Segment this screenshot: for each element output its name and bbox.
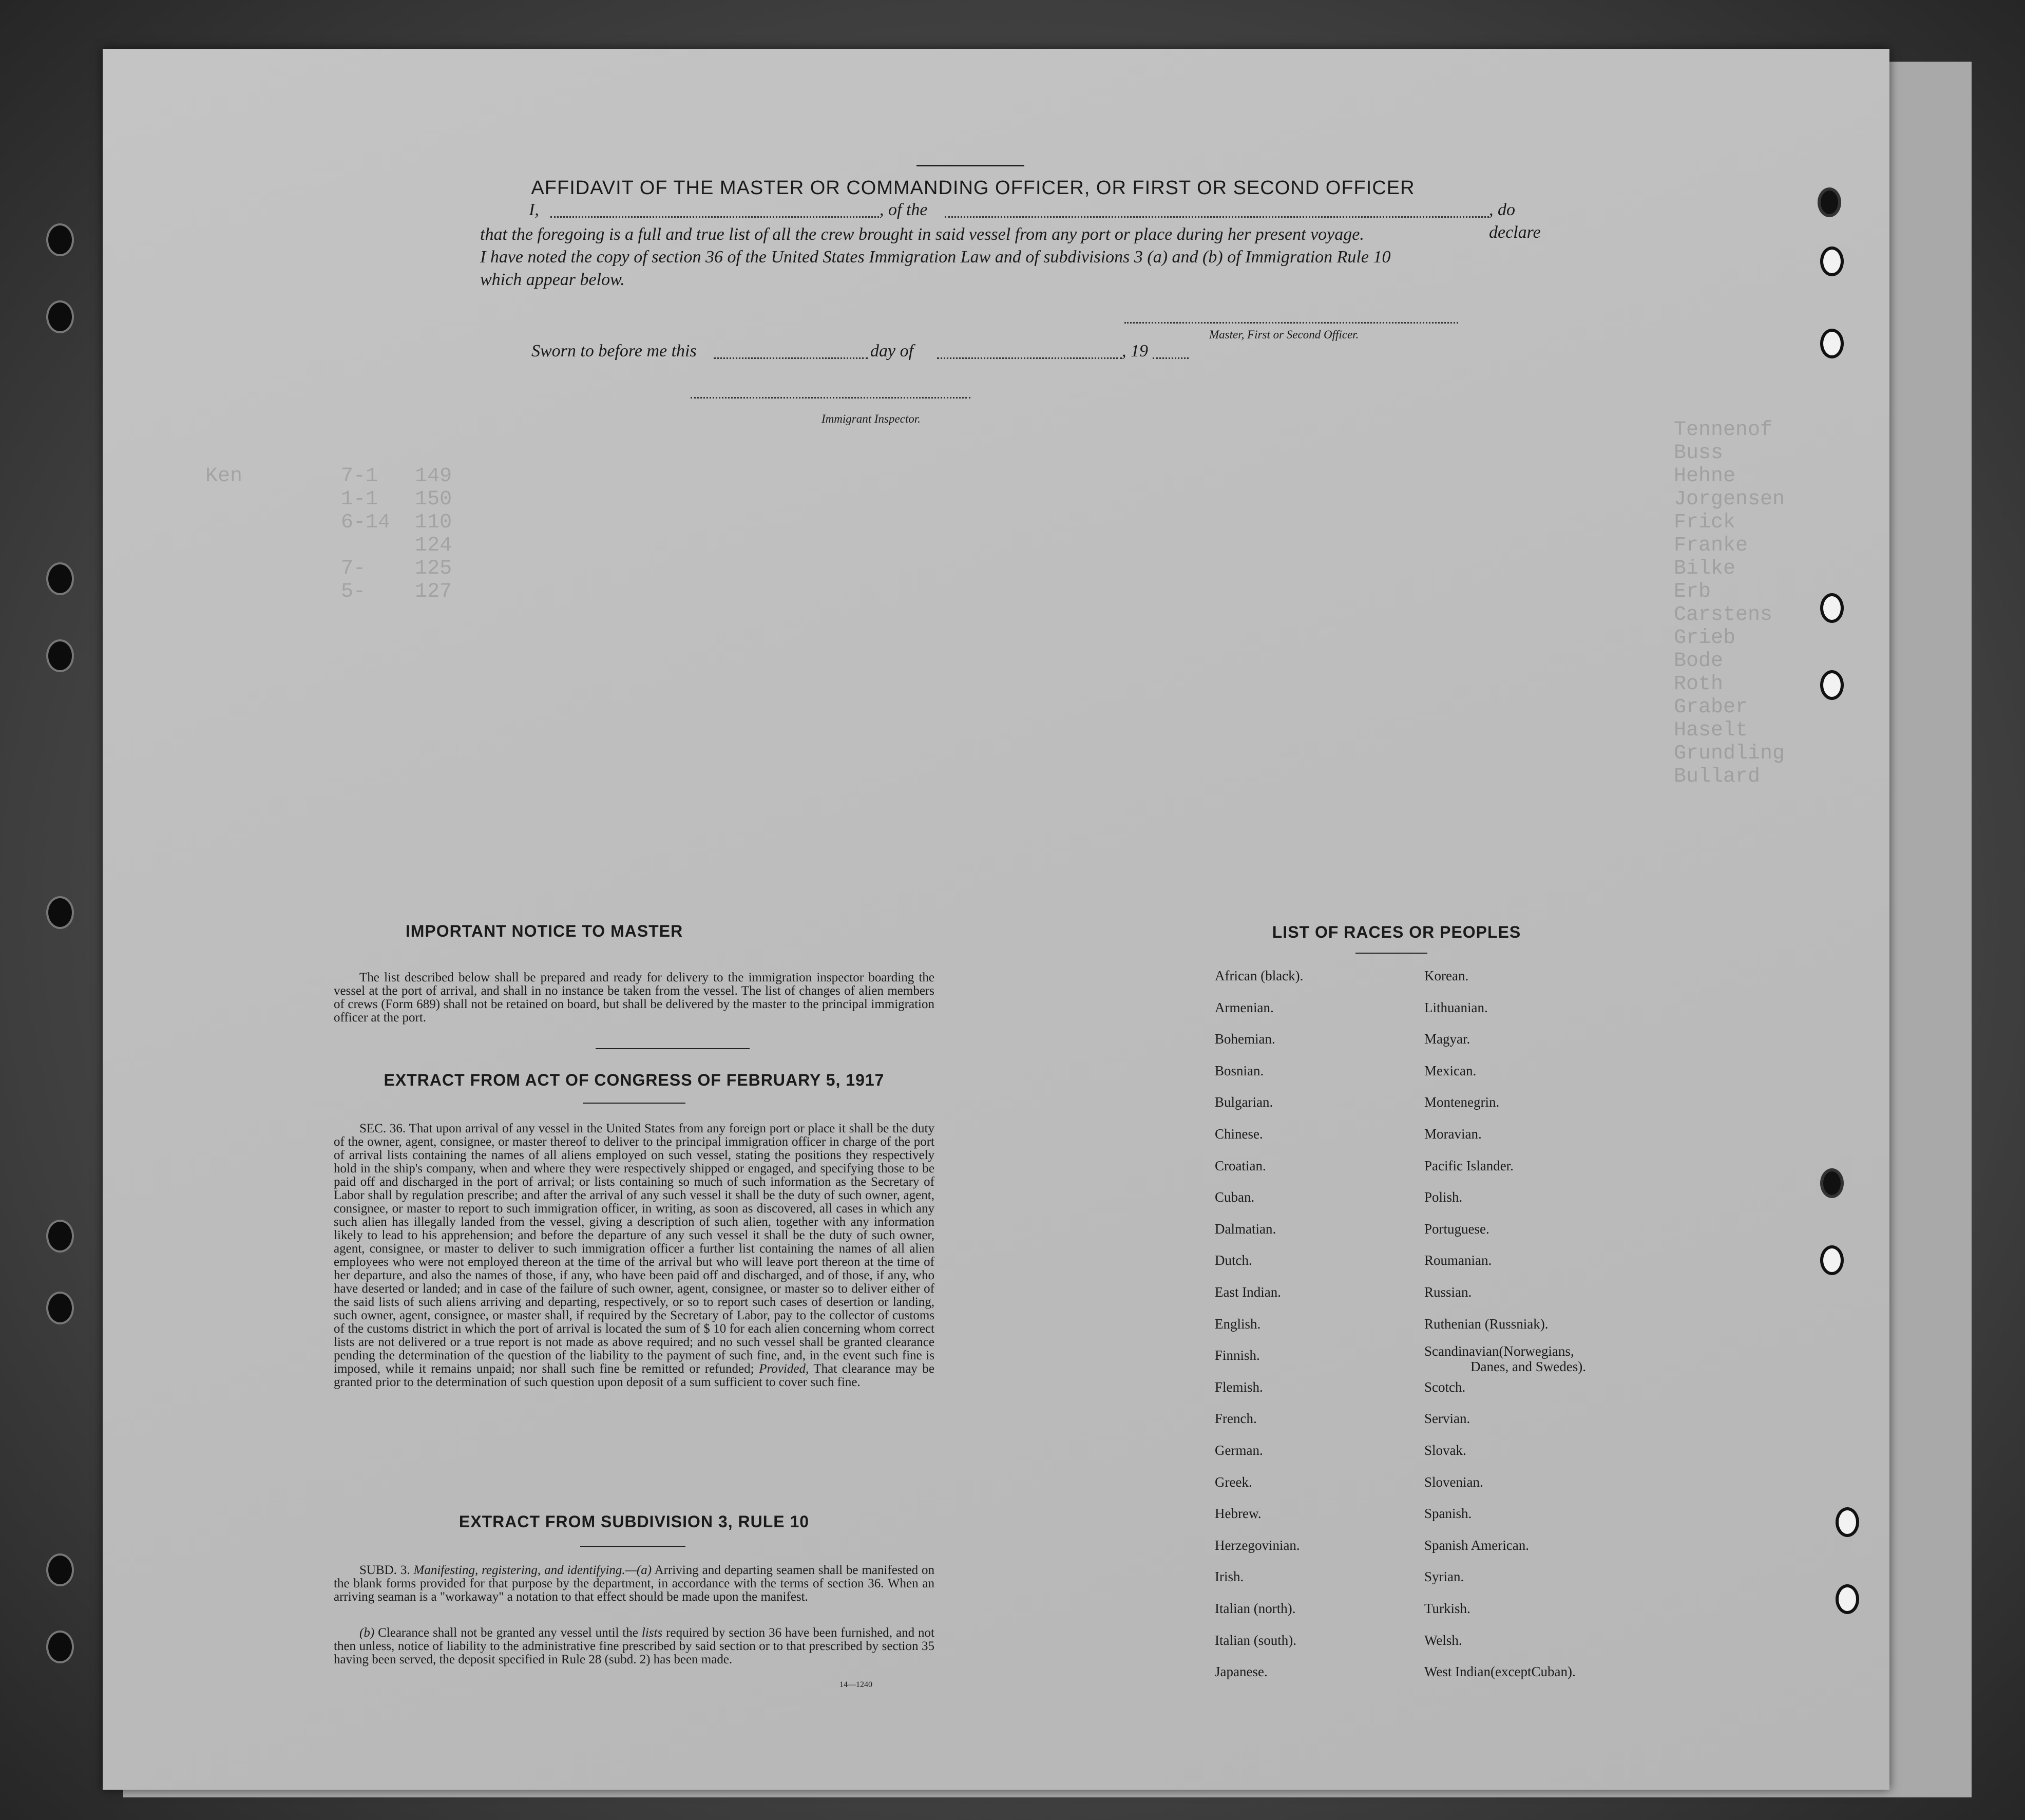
race-item: Irish. <box>1215 1569 1244 1585</box>
month-blank[interactable] <box>937 357 1122 359</box>
inspector-signature-label: Immigrant Inspector. <box>822 412 921 425</box>
notice-text: The list described below shall be prepared and ready for delivery to the immigration inspector boarding the vessel at the port of arrival, and shall in no instance be taken from the vessel. The list of changes of alien members of crews (Form 689) shall not be retained on board, but shall be delivered by the master to the principal immigration officer at the port. <box>334 971 934 1025</box>
race-item-continuation: Danes, and Swedes). <box>1470 1359 1586 1375</box>
race-item: Russian. <box>1424 1284 1472 1300</box>
punch-hole <box>1836 1584 1859 1614</box>
punch-hole <box>46 562 74 595</box>
race-item: Japanese. <box>1215 1664 1268 1680</box>
race-item: French. <box>1215 1411 1257 1427</box>
race-item: Slovak. <box>1424 1443 1466 1458</box>
notice-title: IMPORTANT NOTICE TO MASTER <box>405 922 683 940</box>
race-item: Lithuanian. <box>1424 999 1488 1015</box>
rule-lead: SUBD. 3. <box>359 1563 410 1577</box>
race-item: Herzegovinian. <box>1215 1537 1300 1553</box>
race-item: African (black). <box>1215 968 1304 983</box>
race-item: Armenian. <box>1215 999 1274 1015</box>
race-item: Chinese. <box>1215 1126 1263 1142</box>
punch-hole <box>46 223 74 256</box>
bleed-through-left: Ken 7-1 149 1-1 150 6-14 110 124 7- 125 5- 127 <box>205 465 452 603</box>
punch-hole <box>1820 670 1844 700</box>
manifest-page <box>103 49 1889 1790</box>
rule-heading: Manifesting, registering, and identifying.—(a) <box>413 1563 652 1577</box>
race-item: Welsh. <box>1424 1632 1462 1648</box>
declaration-text: which appear below. <box>480 270 625 289</box>
race-item: Pacific Islander. <box>1424 1158 1514 1173</box>
declaration-text: that the foregoing is a full and true list of all the crew brought in said vessel from any port or place during her present voyage. <box>480 225 1364 244</box>
race-item: Bohemian. <box>1215 1031 1275 1047</box>
race-item: Korean. <box>1424 968 1469 983</box>
race-item: Scotch. <box>1424 1379 1466 1395</box>
form-number: 14—1240 <box>839 1680 872 1689</box>
rule-text-a <box>334 1564 934 1604</box>
bleed-through: Tennenof Buss Hehne Jorgensen Frick Franke Bilke Erb Carstens Grieb Bode Roth Graber Haselt Grundling Bullard <box>1674 419 1785 788</box>
punch-hole <box>1818 187 1841 217</box>
punch-hole <box>46 1553 74 1586</box>
punch-hole <box>46 896 74 929</box>
rule-body-b1: Clearance shall not be granted any vessel until the <box>378 1626 638 1640</box>
race-item: English. <box>1215 1316 1261 1332</box>
section-divider <box>583 1103 685 1104</box>
rule-body-a: Arriving and departing seamen shall be manifested on the blank forms provided for that purpose by the department, in accordance with the terms of section 36. When an arriving seaman is a "workaway" a notation to that effect should be made upon the manifest. <box>334 1563 935 1604</box>
race-item: Flemish. <box>1215 1379 1263 1395</box>
sworn-label: Sworn to before me this <box>531 342 697 361</box>
rule-text-b <box>334 1626 934 1666</box>
race-item: German. <box>1215 1443 1263 1458</box>
race-item: Mexican. <box>1424 1063 1477 1078</box>
race-item: Bosnian. <box>1215 1063 1264 1078</box>
punch-hole <box>46 1631 74 1663</box>
race-item: Moravian. <box>1424 1126 1482 1142</box>
punch-hole <box>46 639 74 672</box>
punch-hole <box>1820 1168 1844 1198</box>
day-blank[interactable] <box>714 357 868 359</box>
act-body-end: That clearance may be granted prior to the determination of such question upon deposit of a sum sufficient to cover such fine. <box>334 1362 935 1389</box>
race-item: East Indian. <box>1215 1284 1281 1300</box>
of-the-label: , of the <box>880 200 928 219</box>
inspector-signature-line[interactable] <box>691 397 970 399</box>
races-title: LIST OF RACES OR PEOPLES <box>1272 923 1521 941</box>
race-item: Magyar. <box>1424 1031 1470 1047</box>
declaration-text: I have noted the copy of section 36 of the United States Immigration Law and of subdivisions 3 (a) and (b) of Immigration Rule 10 <box>480 248 1391 267</box>
race-item: Finnish. <box>1215 1348 1260 1363</box>
punch-hole <box>1820 329 1844 358</box>
race-item: Ruthenian (Russniak). <box>1424 1316 1549 1332</box>
race-item: Scandinavian(Norwegians, <box>1424 1343 1574 1359</box>
act-title: EXTRACT FROM ACT OF CONGRESS OF FEBRUARY 5, 1917 <box>384 1071 885 1089</box>
race-item: Spanish American. <box>1424 1537 1529 1553</box>
affidavit-title: AFFIDAVIT OF THE MASTER OR COMMANDING OFFICER, OR FIRST OR SECOND OFFICER <box>531 177 1415 199</box>
race-item: Polish. <box>1424 1189 1463 1205</box>
race-item: Dutch. <box>1215 1253 1252 1268</box>
section-divider <box>580 1546 685 1547</box>
act-lead: SEC. 36. <box>359 1122 406 1135</box>
punch-hole <box>1820 593 1844 623</box>
name-blank[interactable] <box>550 216 879 218</box>
race-item: Cuban. <box>1215 1189 1255 1205</box>
act-text <box>334 1122 934 1389</box>
declare-label: , do declare <box>1489 200 1541 242</box>
master-signature-label: Master, First or Second Officer. <box>1209 328 1359 341</box>
vessel-blank[interactable] <box>945 216 1489 218</box>
race-item: Spanish. <box>1424 1506 1472 1522</box>
section-divider <box>1355 953 1427 954</box>
race-item: Servian. <box>1424 1411 1470 1427</box>
punch-hole <box>1836 1507 1859 1537</box>
race-item: Turkish. <box>1424 1601 1470 1616</box>
day-of-label: day of <box>870 342 914 361</box>
punch-hole <box>46 300 74 333</box>
punch-hole <box>1820 1245 1844 1275</box>
year-label: , 19 <box>1122 342 1148 361</box>
race-item: Roumanian. <box>1424 1253 1492 1268</box>
master-signature-line[interactable] <box>1124 322 1458 324</box>
race-item: Bulgarian. <box>1215 1094 1273 1110</box>
punch-hole <box>46 1292 74 1324</box>
act-provided: Provided, <box>759 1362 809 1376</box>
year-blank[interactable] <box>1153 357 1189 359</box>
punch-hole <box>1820 247 1844 276</box>
race-item: Italian (north). <box>1215 1601 1296 1616</box>
race-item: Hebrew. <box>1215 1506 1262 1522</box>
race-item: Portuguese. <box>1424 1221 1489 1237</box>
punch-hole <box>46 1220 74 1253</box>
race-item: Montenegrin. <box>1424 1094 1500 1110</box>
race-item: Syrian. <box>1424 1569 1464 1585</box>
rule-body-b2: required by section 36 have been furnished, and not then unless, notice of liability to the administrative fine prescribed by said section or to that prescribed by section 35 having been served, the deposit specified in Rule 28 (subd. 2) has been made. <box>334 1626 934 1666</box>
race-item: West Indian(exceptCuban). <box>1424 1664 1576 1680</box>
race-item: Greek. <box>1215 1474 1252 1490</box>
race-item: Croatian. <box>1215 1158 1266 1173</box>
act-body: That upon arrival of any vessel in the United States from any foreign port or place it shall be the duty of the owner, agent, consignee, or master thereof to deliver to the principal immigration officer in charge of the port of arrival lists containing the names of all aliens employed on such vessel, stating the positions they respectively hold in the ship's company, when and where they were respectively shipped or engaged, and specifying those to be paid off and discharged in the port of arrival; or lists containing so much of such information as the Secretary of Labor shall by regulation prescribe; and after the arrival of any such vessel it shall be the duty of such owner, agent, consignee, or master to report to such immigration officer, in writing, as soon as discovered, all cases in which any such alien has illegally landed from the vessel, giving a description of such alien, together with any information likely to lead to his apprehension; and before the departure of any such vessel it shall be the duty of such owner, agent, consignee, or master to deliver to such immigration officer a further list containing the names of all alien employees who were not employed thereon at the time of the arrival but who will leave port thereon at the time of her departure, and also the names of those, if any, who have been paid off and discharged, and of those, if any, who have deserted or landed; and in case of the failure of such owner, agent, consignee, or master so to deliver either of the said lists of such aliens arriving and departing, respectively, or so to report such cases of desertion or landing, such owner, agent, consignee, or master shall, if required by the Secretary of Labor, pay to the collector of customs of the customs district in which the port of arrival is located the sum of $ 10 for each alien concerning whom correct lists are not delivered or a true report is not made as above required; and no such vessel shall be granted clearance pending the determination of the question of the liability to the payment of such fine, and, in the event such fine is imposed, while it remains unpaid; nor shall such fine be remitted or refunded; <box>334 1122 934 1376</box>
rule-b-label: (b) <box>359 1626 375 1640</box>
race-item: Slovenian. <box>1424 1474 1483 1490</box>
rule-title: EXTRACT FROM SUBDIVISION 3, RULE 10 <box>459 1512 810 1531</box>
i-label: I, <box>529 200 539 219</box>
race-item: Dalmatian. <box>1215 1221 1276 1237</box>
title-rule <box>916 165 1024 166</box>
sworn-line <box>531 340 1250 363</box>
race-item: Italian (south). <box>1215 1632 1296 1648</box>
section-divider <box>596 1048 750 1049</box>
rule-lists-word: lists <box>641 1626 663 1640</box>
